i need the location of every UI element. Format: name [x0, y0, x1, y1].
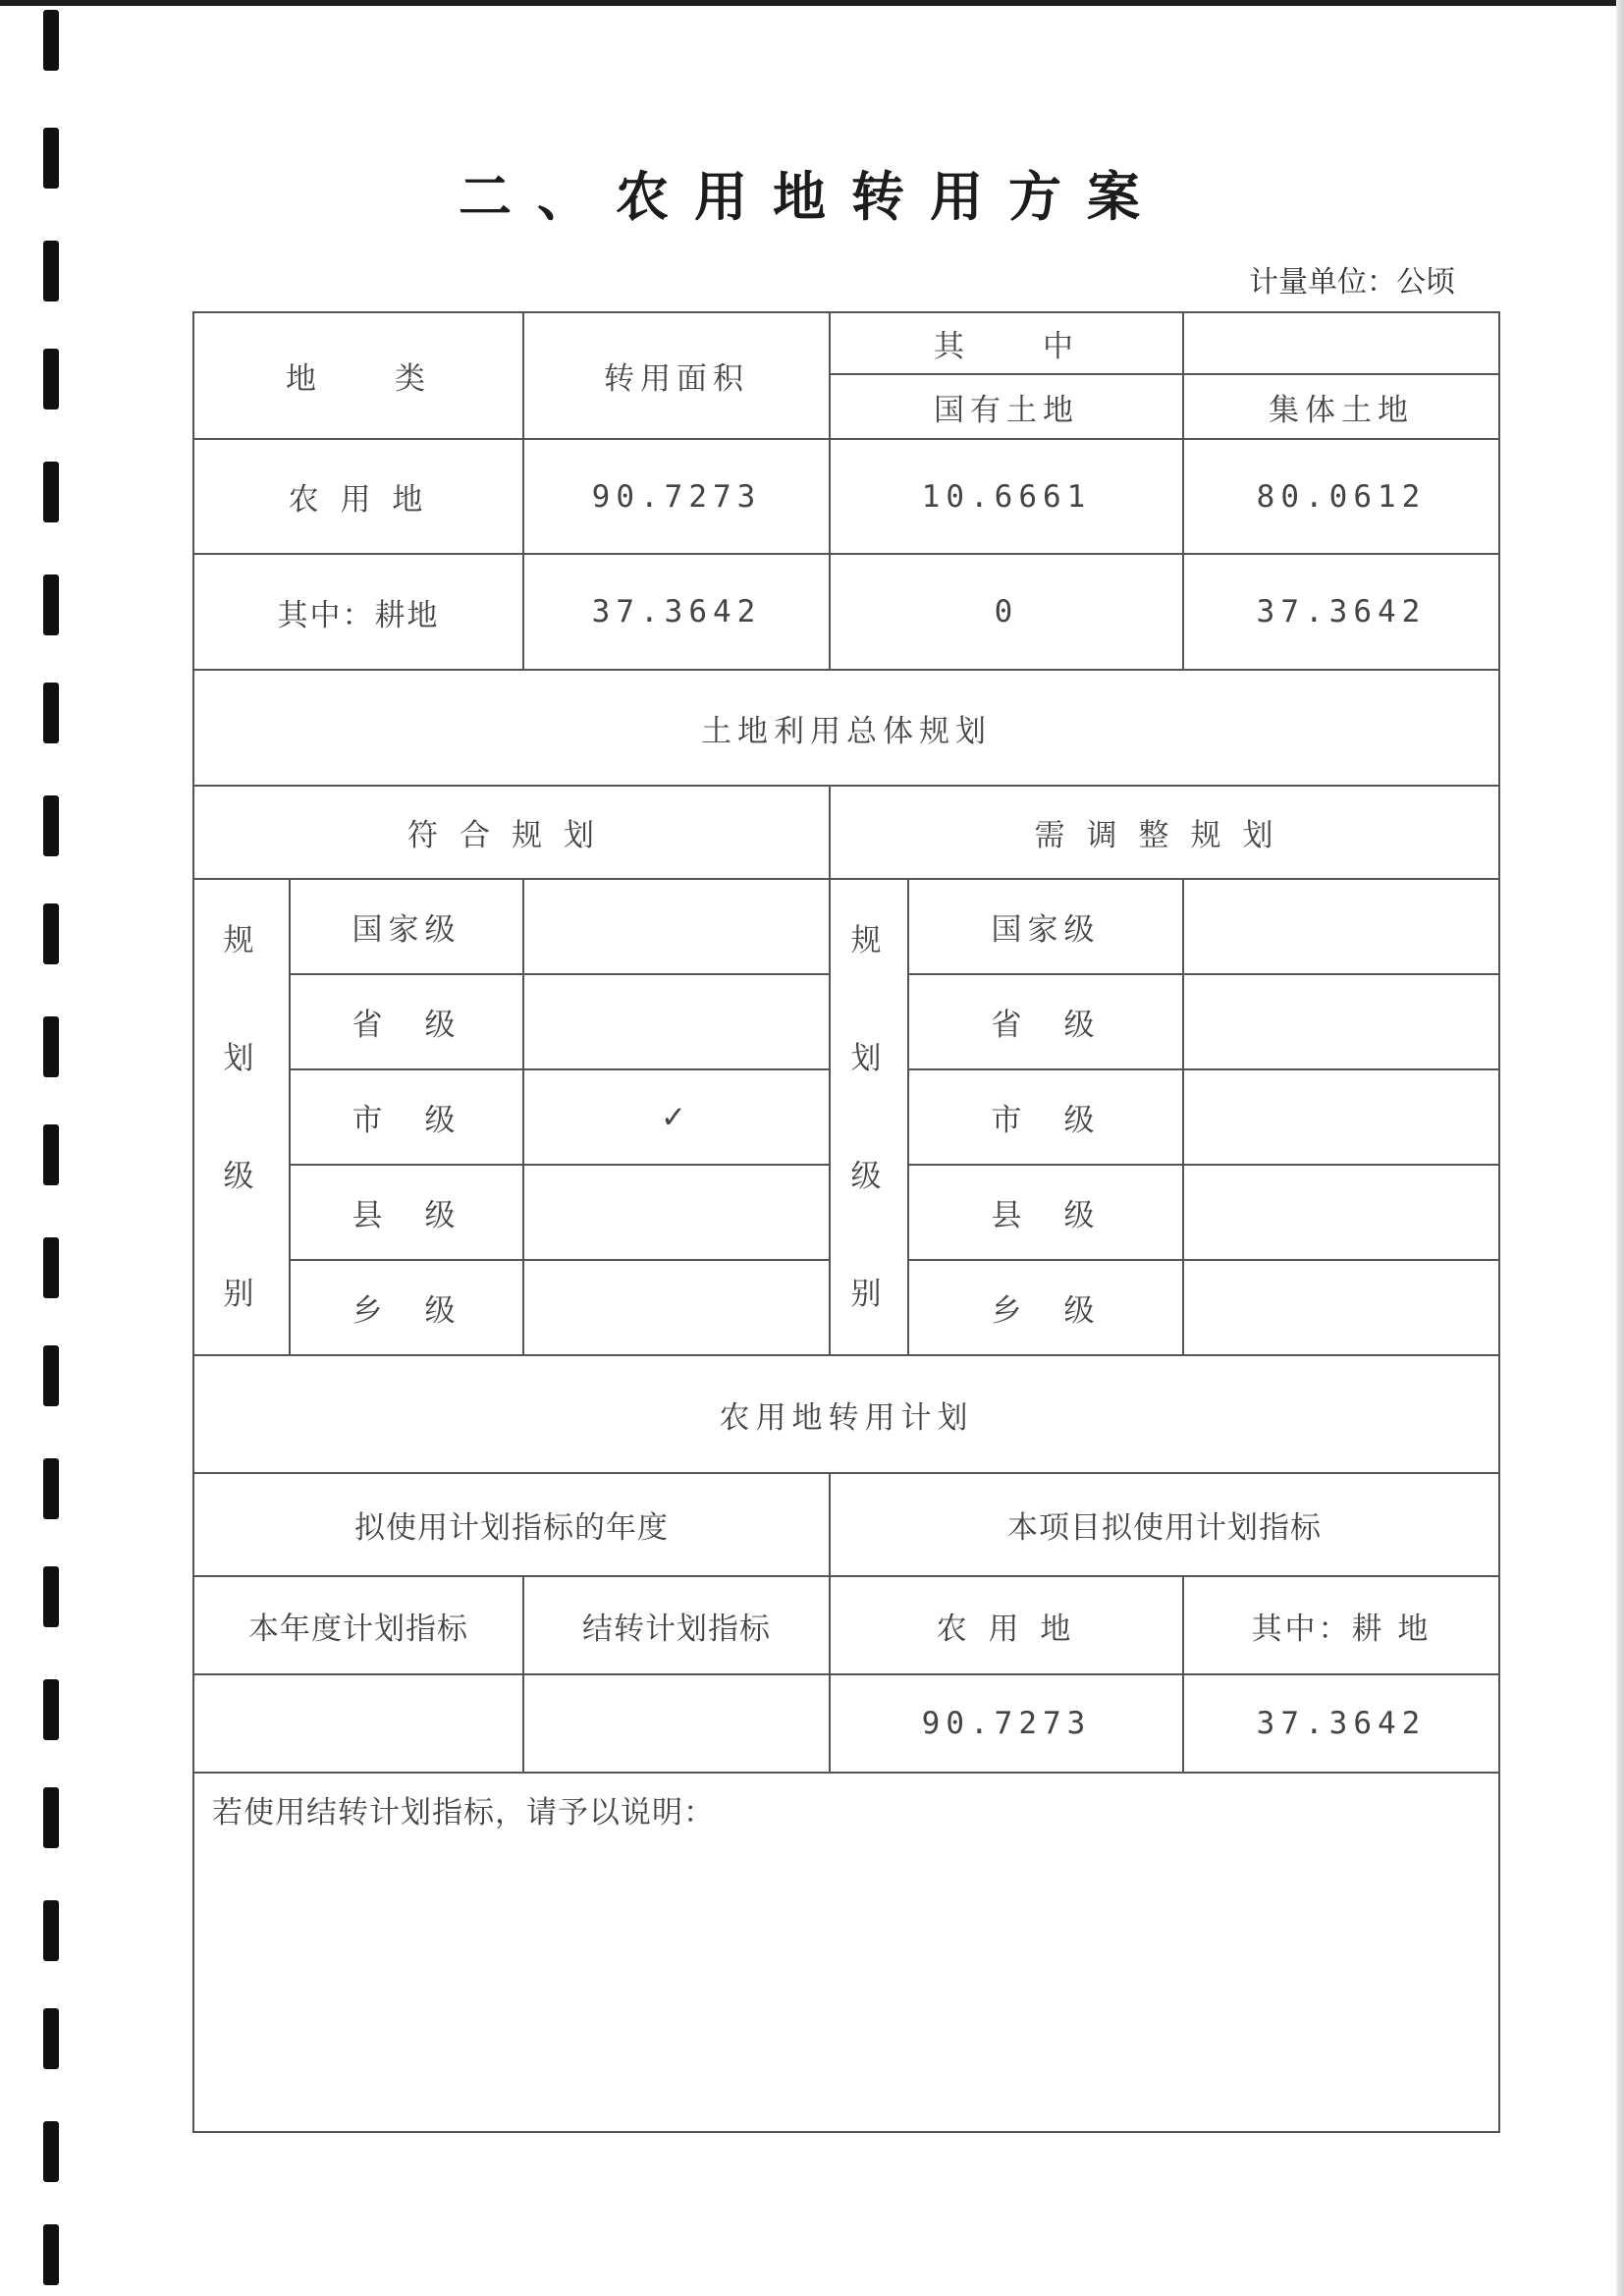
conform-township-value	[523, 1260, 830, 1355]
level-county-right: 县 级	[908, 1165, 1183, 1260]
header-plan-year: 拟使用计划指标的年度	[193, 1473, 830, 1576]
section-overall-plan: 土地利用总体规划	[193, 670, 1499, 786]
adjust-township-value	[1183, 1260, 1499, 1355]
header-of-which-cultivated: 其中：耕 地	[1183, 1576, 1499, 1674]
adjust-provincial-value	[1183, 974, 1499, 1069]
conform-county-value	[523, 1165, 830, 1260]
adjust-county-value	[1183, 1165, 1499, 1260]
page-title: 二、农用地转用方案	[459, 166, 1165, 228]
level-national-left: 国家级	[290, 879, 523, 974]
conversion-table	[192, 311, 1500, 2133]
header-adjust-plan: 需调整规划	[830, 786, 1499, 879]
row-cultivated-collective: 37.3642	[1183, 554, 1499, 670]
row-agri-collective: 80.0612	[1183, 439, 1499, 554]
conform-national-value	[523, 879, 830, 974]
header-collective: 集体土地	[1183, 374, 1499, 439]
row-cultivated-state: 0	[830, 554, 1183, 670]
plan-cultivated-value: 37.3642	[1183, 1674, 1499, 1773]
header-project-index: 本项目拟使用计划指标	[830, 1473, 1499, 1576]
plan-level-label-left: 规 划 级 别	[193, 879, 290, 1355]
adjust-city-value	[1183, 1069, 1499, 1165]
header-conversion-area: 转用面积	[523, 312, 830, 439]
scan-edge-right	[1616, 0, 1624, 2296]
carryover-note: 若使用结转计划指标，请予以说明：	[193, 1773, 1499, 2132]
level-county-left: 县 级	[290, 1165, 523, 1260]
header-conform-plan: 符合规划	[193, 786, 830, 879]
header-current-year-index: 本年度计划指标	[193, 1576, 523, 1674]
binder-holes	[43, 0, 63, 2296]
level-national-right: 国家级	[908, 879, 1183, 974]
section-conversion-plan: 农用地转用计划	[193, 1355, 1499, 1473]
header-agri-land: 农 用 地	[830, 1576, 1183, 1674]
header-of-which: 其 中	[830, 312, 1183, 374]
plan-level-label-right: 规 划 级 别	[830, 879, 908, 1355]
header-land-type: 地 类	[193, 312, 523, 439]
scan-edge-top	[0, 0, 1624, 6]
level-city-right: 市 级	[908, 1069, 1183, 1165]
carryover-index-value	[523, 1674, 830, 1773]
level-provincial-right: 省 级	[908, 974, 1183, 1069]
plan-agri-value: 90.7273	[830, 1674, 1183, 1773]
conform-provincial-value	[523, 974, 830, 1069]
level-city-left: 市 级	[290, 1069, 523, 1165]
row-cultivated-label: 其中：耕地	[193, 554, 523, 670]
current-year-index-value	[193, 1674, 523, 1773]
adjust-national-value	[1183, 879, 1499, 974]
level-provincial-left: 省 级	[290, 974, 523, 1069]
header-carryover-index: 结转计划指标	[523, 1576, 830, 1674]
row-cultivated-area: 37.3642	[523, 554, 830, 670]
level-township-right: 乡 级	[908, 1260, 1183, 1355]
header-state-owned: 国有土地	[830, 374, 1183, 439]
row-agri-state: 10.6661	[830, 439, 1183, 554]
unit-label: 计量单位：公顷	[1249, 265, 1455, 300]
row-agri-label: 农 用 地	[193, 439, 523, 554]
level-township-left: 乡 级	[290, 1260, 523, 1355]
row-agri-area: 90.7273	[523, 439, 830, 554]
conform-city-check-mark: ✓	[523, 1069, 830, 1165]
